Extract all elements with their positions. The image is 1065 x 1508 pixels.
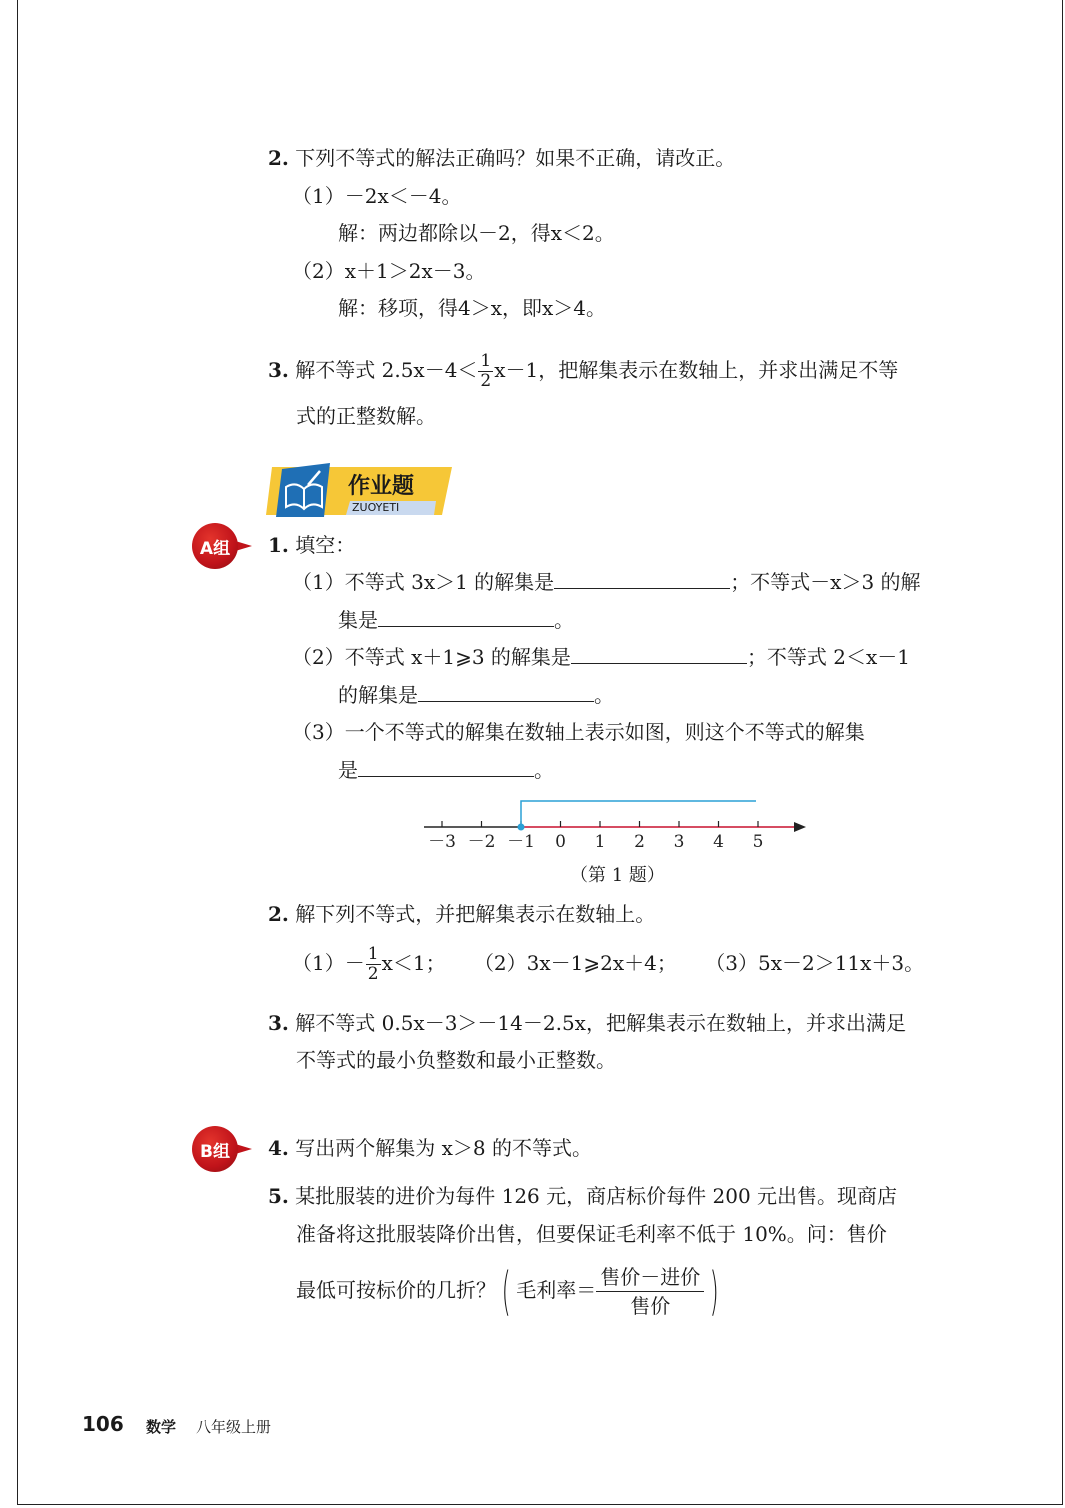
axis-tick-label: －3	[428, 832, 456, 852]
close-paren: )	[709, 1261, 720, 1322]
a-q1-p3-label: （3）	[292, 720, 345, 744]
page-number: 106	[82, 1412, 124, 1436]
answer-blank[interactable]	[554, 568, 730, 589]
a-q1-p1-a: 不等式 3x＞1 的解集是	[344, 570, 555, 594]
banner-subtitle: ZUOYETI	[352, 501, 400, 514]
q2-number: 2.	[268, 146, 289, 170]
b-q5-line3-text: 最低可按标价的几折？	[296, 1278, 496, 1302]
formula-den: 售价	[630, 1294, 671, 1318]
axis-tick-label: －1	[507, 832, 535, 852]
q2-part1	[292, 182, 461, 210]
a-q2-p1-post: x＜1；	[381, 951, 446, 975]
a-q1-part2	[292, 643, 910, 671]
footer-subject: 数学	[146, 1418, 177, 1436]
a-q1-p2-b: ；不等式 2＜x－1	[746, 645, 911, 669]
a-q1-part1	[292, 568, 921, 596]
answer-blank[interactable]	[418, 681, 594, 702]
a-q1-p1-label: （1）	[292, 570, 345, 594]
a-q2-fraction	[366, 945, 381, 984]
a-q3-stem	[268, 1009, 906, 1037]
solution-bracket	[521, 801, 756, 827]
q3-frac-den: 2	[480, 371, 492, 391]
b-q5-line3	[296, 1260, 725, 1320]
a-q1-p1-end: 。	[554, 608, 574, 632]
b-q5-line2: 准备将这批服装降价出售，但要保证毛利率不低于 10%。问：售价	[296, 1222, 887, 1246]
axis-tick-label: 0	[555, 832, 566, 852]
a-q1-stem	[268, 531, 355, 559]
a-q1-part3-cont	[338, 756, 554, 784]
book-pen-icon	[274, 463, 332, 517]
axis-tick-label: －2	[467, 832, 496, 852]
group-b-badge: B组	[192, 1126, 238, 1172]
b-q4-number: 4.	[268, 1136, 289, 1160]
a-q2-stem	[268, 900, 655, 928]
solution-endpoint	[518, 824, 525, 831]
q3-fraction	[478, 352, 493, 391]
axis-tick-label: 2	[634, 832, 645, 852]
a-q1-part2-cont	[338, 681, 614, 709]
a-q2-p1-label: （1）－	[292, 951, 365, 975]
a-q1-p3-a: 一个不等式的解集在数轴上表示如图，则这个不等式的解集	[344, 720, 865, 744]
a-q1-part1-cont	[338, 606, 574, 634]
a-q1-p2-a: 不等式 x＋1⩾3 的解集是	[344, 645, 571, 669]
q2-p1-ineq: －2x＜－4。	[344, 184, 462, 208]
a-q1-part3	[292, 718, 865, 746]
a-q3-line1: 解不等式 0.5x－3＞－14－2.5x，把解集表示在数轴上，并求出满足	[295, 1011, 906, 1035]
a-q2-text: 解下列不等式，并把解集表示在数轴上。	[295, 902, 656, 926]
a-q1-p2-c: 的解集是	[338, 683, 418, 707]
b-q4-stem	[268, 1134, 592, 1162]
q3-frac-num: 1	[480, 351, 492, 371]
a-q1-p3-end: 。	[534, 758, 554, 782]
a-q1-p2-label: （2）	[292, 645, 345, 669]
b-q5-number: 5.	[268, 1184, 289, 1208]
formula-lhs: 毛利率＝	[516, 1278, 597, 1302]
a-q2-frac-den: 2	[367, 964, 379, 984]
axis-tick-label: 1	[594, 832, 606, 852]
axis-arrow	[794, 822, 806, 832]
a-q3-number: 3.	[268, 1011, 289, 1035]
answer-blank[interactable]	[571, 643, 747, 664]
b-q5-line1: 某批服装的进价为每件 126 元，商店标价每件 200 元出售。现商店	[295, 1184, 898, 1208]
a-q1-number: 1.	[268, 533, 289, 557]
banner-title: 作业题	[348, 474, 415, 499]
a-q1-text: 填空：	[295, 533, 356, 557]
q3-line2: 式的正整数解。	[296, 404, 436, 428]
axis-tick-label: 3	[673, 832, 685, 852]
a-q2-parts	[292, 942, 924, 984]
a-q1-p1-c: 集是	[338, 608, 378, 632]
a-q1-p1-b: ；不等式－x＞3 的解	[730, 570, 921, 594]
answer-blank[interactable]	[358, 756, 534, 777]
q2-stem	[268, 144, 735, 172]
q3-post: x－1，把解集表示在数轴上，并求出满足不等	[494, 358, 899, 382]
a-q2-frac-num: 1	[367, 944, 379, 964]
a-q1-p3-c: 是	[338, 758, 358, 782]
a-q3-line2: 不等式的最小负整数和最小正整数。	[296, 1048, 616, 1072]
axis-tick-label: 5	[752, 832, 764, 852]
b-q5-stem	[268, 1182, 897, 1210]
q2-part2-solution: 解：移项，得4＞x，即x＞4。	[338, 296, 607, 320]
profit-formula-fraction	[596, 1263, 704, 1320]
q2-p2-ineq: x＋1＞2x－3。	[344, 259, 486, 283]
q3-stem	[268, 350, 898, 391]
q2-p1-label: （1）	[292, 184, 345, 208]
q2-text: 下列不等式的解法正确吗？如果不正确，请改正。	[295, 146, 736, 170]
q2-p2-label: （2）	[292, 259, 345, 283]
footer-book: 八年级上册	[196, 1418, 272, 1436]
number-line-figure	[420, 790, 820, 856]
a-q2-number: 2.	[268, 902, 289, 926]
answer-blank[interactable]	[378, 606, 554, 627]
a-q2-p2: （2）3x－1⩾2x＋4；	[473, 951, 677, 975]
homework-banner	[266, 465, 456, 517]
q3-pre: 解不等式 2.5x－4＜	[295, 358, 478, 382]
open-paren: (	[501, 1261, 511, 1322]
q2-part1-solution: 解：两边都除以－2，得x＜2。	[338, 221, 615, 245]
q3-number: 3.	[268, 358, 289, 382]
axis-tick-label: 4	[713, 832, 724, 852]
b-q4-text: 写出两个解集为 x＞8 的不等式。	[295, 1136, 592, 1160]
figure-caption: （第 1 题）	[570, 865, 665, 886]
a-q2-p3: （3）5x－2＞11x＋3。	[705, 951, 925, 975]
formula-num: 售价－进价	[596, 1263, 704, 1292]
q2-part2	[292, 257, 485, 285]
group-a-badge: A组	[192, 523, 238, 569]
a-q1-p2-end: 。	[594, 683, 614, 707]
